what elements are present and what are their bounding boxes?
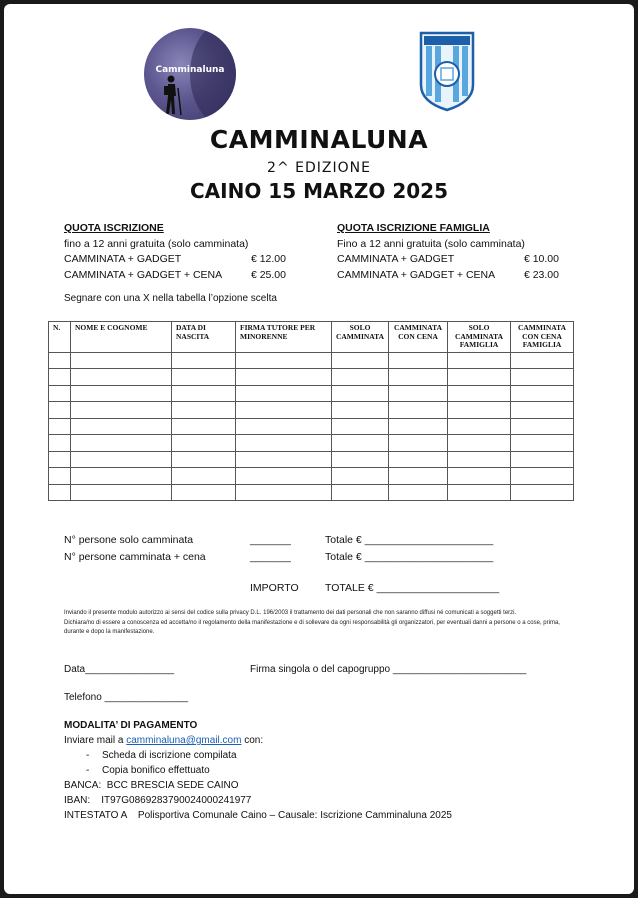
payment-heading: MODALITA’ DI PAGAMENTO: [64, 720, 198, 731]
table-cell[interactable]: [236, 369, 332, 386]
quota-family-item-label: CAMMINATA + GADGET: [337, 253, 455, 265]
table-cell[interactable]: [71, 402, 172, 419]
payment-bullet: - Scheda di iscrizione compilata: [86, 750, 237, 761]
payment-mail-line: [64, 733, 452, 748]
liability-paragraph: Dichiara/no di essere a conoscenza ed accetta/no il regolamento della manifestazione e di sollevare da ogni responsabilità gli organizzatori, per eventuali danni a persone o a cose, prima, durante e dopo la manifestazione.: [64, 619, 560, 635]
table-cell[interactable]: [236, 385, 332, 402]
table-cell[interactable]: [448, 369, 511, 386]
count-cena-label: N° persone camminata + cena: [64, 551, 206, 563]
quota-free-line: fino a 12 anni gratuita (solo camminata): [64, 237, 249, 250]
quota-family-item-price: € 23.00: [523, 268, 559, 281]
date-field: [64, 664, 174, 675]
phone-field: [64, 692, 188, 703]
table-cell[interactable]: [448, 451, 511, 468]
table-cell[interactable]: [511, 369, 574, 386]
col-header-camminata-cena: CAMMINATA CON CENA: [389, 322, 448, 353]
table-cell[interactable]: [236, 352, 332, 369]
quota-family: [337, 221, 559, 283]
table-cell[interactable]: [332, 369, 389, 386]
table-cell[interactable]: [172, 468, 236, 485]
table-cell[interactable]: [332, 451, 389, 468]
event-title: CAMMINALUNA: [209, 125, 429, 154]
table-cell[interactable]: [389, 369, 448, 386]
totale-cena: [325, 551, 493, 563]
table-cell[interactable]: [172, 451, 236, 468]
table-cell[interactable]: [49, 385, 71, 402]
signature-field: [250, 664, 526, 675]
quota-family-heading: QUOTA ISCRIZIONE FAMIGLIA: [337, 222, 490, 234]
table-cell[interactable]: [236, 451, 332, 468]
count-cena-blank[interactable]: _______: [250, 551, 291, 563]
privacy-paragraph: Inviando il presente modulo autorizzo ai sensi del codice sulla privacy D.L. 196/2003 il trattamento dei dati personali che non saranno diffusi né comunicati a soggetti terzi.: [64, 610, 517, 616]
table-cell[interactable]: [448, 352, 511, 369]
table-cell[interactable]: [49, 369, 71, 386]
quota-individual: [64, 221, 286, 283]
table-cell[interactable]: [448, 418, 511, 435]
date-blank[interactable]: ________________: [85, 664, 175, 675]
edition-subtitle: 2^ EDIZIONE: [267, 160, 371, 176]
table-row: [49, 435, 574, 452]
table-row: [49, 385, 574, 402]
table-cell[interactable]: [71, 369, 172, 386]
table-cell[interactable]: [332, 402, 389, 419]
beneficiary-line: INTESTATO A Polisportiva Comunale Caino – Causale: Iscrizione Camminaluna 2025: [64, 810, 452, 821]
quota-family-item-label: CAMMINATA + GADGET + CENA: [337, 268, 496, 281]
table-cell[interactable]: [448, 435, 511, 452]
table-cell[interactable]: [389, 468, 448, 485]
totale-cena-blank[interactable]: ______________________: [364, 551, 494, 563]
table-cell[interactable]: [511, 352, 574, 369]
table-cell[interactable]: [448, 385, 511, 402]
table-cell[interactable]: [49, 435, 71, 452]
table-cell[interactable]: [236, 468, 332, 485]
table-instruction: Segnare con una X nella tabella l’opzione scelta: [64, 293, 277, 304]
quota-family-item-price: € 10.00: [523, 253, 559, 265]
table-cell[interactable]: [49, 418, 71, 435]
totale-label: Totale €: [325, 551, 362, 563]
table-cell[interactable]: [71, 451, 172, 468]
mail-suffix: con:: [244, 735, 264, 746]
quota-family-item: [337, 268, 559, 284]
table-row: [49, 484, 574, 501]
iban-line: IBAN: IT97G0869283790024000241977: [64, 795, 252, 806]
table-row: [49, 468, 574, 485]
table-cell[interactable]: [511, 418, 574, 435]
quota-heading: QUOTA ISCRIZIONE: [64, 222, 164, 234]
totale-importo: [325, 582, 499, 594]
quota-item-price: € 12.00: [250, 253, 286, 265]
hiker-icon: [162, 74, 184, 116]
privacy-notice: [64, 609, 574, 638]
signature-blank[interactable]: ________________________: [392, 664, 527, 675]
quota-item: [64, 252, 286, 268]
phone-blank[interactable]: _______________: [104, 692, 189, 703]
table-cell[interactable]: [389, 402, 448, 419]
table-cell[interactable]: [49, 352, 71, 369]
table-cell[interactable]: [172, 435, 236, 452]
table-cell[interactable]: [511, 451, 574, 468]
table-cell[interactable]: [71, 352, 172, 369]
table-cell[interactable]: [389, 484, 448, 501]
table-cell[interactable]: [511, 484, 574, 501]
bullet-text: Scheda di iscrizione compilata: [102, 750, 237, 761]
table-row: [49, 451, 574, 468]
table-cell[interactable]: [172, 352, 236, 369]
table-cell[interactable]: [49, 484, 71, 501]
table-cell[interactable]: [172, 484, 236, 501]
table-cell[interactable]: [389, 352, 448, 369]
col-header-number: N.: [49, 322, 71, 353]
table-cell[interactable]: [511, 385, 574, 402]
payment-bullet: - Copia bonifico effettuato: [86, 765, 210, 776]
signature-label: Firma singola o del capogruppo: [250, 664, 391, 675]
date-label: Data: [64, 664, 86, 675]
club-crest-logo: [418, 30, 476, 112]
table-header-row: [49, 322, 574, 353]
table-cell[interactable]: [448, 402, 511, 419]
table-cell[interactable]: [49, 468, 71, 485]
table-cell[interactable]: [332, 352, 389, 369]
table-cell[interactable]: [236, 484, 332, 501]
table-cell[interactable]: [236, 418, 332, 435]
col-header-tutor-signature: FIRMA TUTORE PER MINORENNE: [236, 322, 332, 353]
table-cell[interactable]: [389, 451, 448, 468]
quota-item-label: CAMMINATA + GADGET + CENA: [64, 268, 223, 281]
email-link[interactable]: camminaluna@gmail.com: [126, 735, 242, 746]
table-cell[interactable]: [49, 451, 71, 468]
totale-label: Totale €: [325, 534, 362, 546]
table-cell[interactable]: [332, 484, 389, 501]
logo-text: Camminaluna: [155, 65, 225, 75]
totale-solo-blank[interactable]: ______________________: [364, 534, 494, 546]
table-cell[interactable]: [332, 385, 389, 402]
table-cell[interactable]: [389, 435, 448, 452]
quota-item-price: € 25.00: [250, 268, 286, 281]
quota-item-label: CAMMINATA + GADGET: [64, 253, 182, 265]
table-cell[interactable]: [236, 435, 332, 452]
table-row: [49, 369, 574, 386]
registration-table: [48, 321, 574, 501]
col-header-birthdate: DATA DI NASCITA: [172, 322, 236, 353]
table-cell[interactable]: [71, 385, 172, 402]
table-cell[interactable]: [236, 402, 332, 419]
col-header-solo-camminata: SOLO CAMMINATA: [332, 322, 389, 353]
table-cell[interactable]: [172, 418, 236, 435]
count-solo-blank[interactable]: _______: [250, 534, 291, 546]
table-cell[interactable]: [332, 468, 389, 485]
totale-big-blank[interactable]: _____________________: [376, 582, 500, 594]
table-row: [49, 352, 574, 369]
table-cell[interactable]: [172, 369, 236, 386]
quota-family-free-line: Fino a 12 anni gratuita (solo camminata): [337, 237, 525, 250]
registration-form-page: [4, 4, 634, 894]
table-cell[interactable]: [332, 435, 389, 452]
table-cell[interactable]: [511, 435, 574, 452]
table-cell[interactable]: [71, 468, 172, 485]
table-cell[interactable]: [332, 418, 389, 435]
table-cell[interactable]: [448, 468, 511, 485]
table-cell[interactable]: [71, 484, 172, 501]
totale-solo: [325, 534, 493, 546]
col-header-solo-famiglia: SOLO CAMMINATA FAMIGLIA: [448, 322, 511, 353]
table-cell[interactable]: [389, 385, 448, 402]
table-cell[interactable]: [172, 402, 236, 419]
table-cell[interactable]: [71, 435, 172, 452]
camminaluna-logo: [144, 28, 236, 120]
col-header-cena-famiglia: CAMMINATA CON CENA FAMIGLIA: [511, 322, 574, 353]
payment-section: [64, 718, 452, 823]
mail-prefix: Inviare mail a: [64, 735, 124, 746]
table-cell[interactable]: [172, 385, 236, 402]
bullet-text: Copia bonifico effettuato: [102, 765, 210, 776]
quota-item: [64, 268, 286, 284]
table-cell[interactable]: [49, 402, 71, 419]
phone-label: Telefono: [64, 692, 102, 703]
quota-family-item: [337, 252, 559, 268]
count-solo-label: N° persone solo camminata: [64, 534, 194, 546]
event-date-location: CAINO 15 MARZO 2025: [189, 179, 448, 203]
table-cell[interactable]: [389, 418, 448, 435]
table-cell[interactable]: [511, 468, 574, 485]
table-cell[interactable]: [511, 402, 574, 419]
totale-big-label: TOTALE €: [325, 582, 374, 594]
table-cell[interactable]: [448, 484, 511, 501]
table-row: [49, 418, 574, 435]
table-row: [49, 402, 574, 419]
col-header-name: NOME E COGNOME: [71, 322, 172, 353]
importo-label: IMPORTO: [250, 582, 299, 594]
bank-line: BANCA: BCC BRESCIA SEDE CAINO: [64, 780, 239, 791]
table-cell[interactable]: [71, 418, 172, 435]
